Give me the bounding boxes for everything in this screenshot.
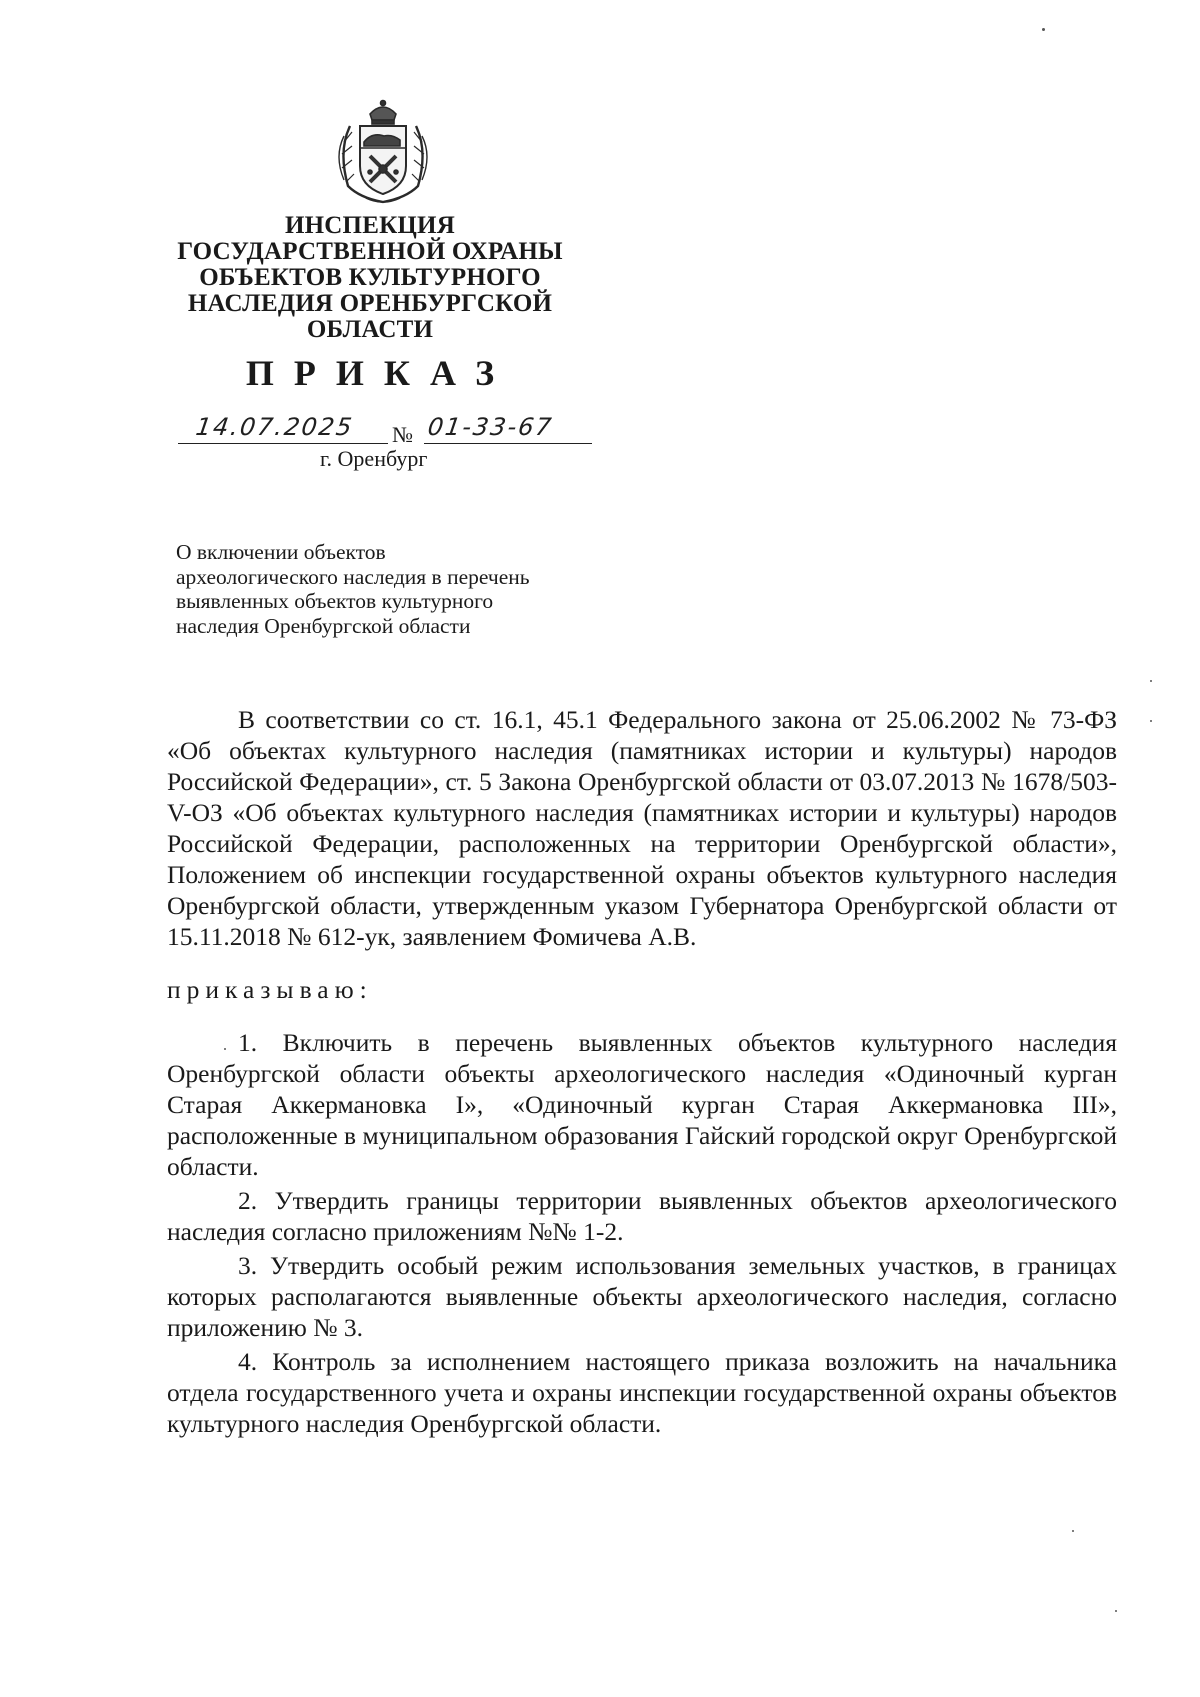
org-line: ИНСПЕКЦИЯ (285, 212, 455, 239)
subject-line: наследия Оренбургской области (176, 613, 471, 638)
city-label: г. Оренбург (320, 446, 428, 471)
scan-speck (1150, 720, 1152, 722)
scan-speck (224, 1048, 226, 1050)
order-item-4: 4. Контроль за исполнением настоящего приказа возложить на начальника отдела государственного учета и охраны инспекции государственной охраны объектов культурного наследия Оренбургской области. (167, 1347, 1117, 1438)
date-field (178, 411, 388, 444)
handwritten-date: 14.07.2025 (194, 413, 356, 441)
scan-speck (1115, 1610, 1117, 1612)
subject-line: выявленных объектов культурного (176, 589, 494, 613)
document-body (167, 704, 1117, 1439)
scan-speck (1042, 28, 1045, 31)
org-line: ОБЛАСТИ (306, 316, 434, 343)
order-item-2: 2. Утвердить границы территории выявленных объектов археологического наследия согласно приложениям №№ 1-2. (167, 1186, 1117, 1246)
org-line: ГОСУДАРСТВЕННОЙ ОХРАНЫ (177, 238, 563, 265)
decree-verb: приказываю: (167, 975, 373, 1004)
number-field (424, 411, 592, 444)
order-item-1: 1. Включить в перечень выявленных объектов культурного наследия Оренбургской области объекты археологического наследия «Одиночный курган Старая Аккермановка I», «Одиночный курган Старая Аккермановка III», расположенные в муниципальном образования Гайский городской округ Оренбургской области. (167, 1028, 1117, 1181)
handwritten-number: 01-33-67 (426, 413, 555, 441)
scan-speck (1072, 1530, 1074, 1532)
document-type-title: ПРИКАЗ (245, 353, 515, 393)
order-item-3: 3. Утвердить особый режим использования земельных участков, в границах которых располагаются выявленные объекты археологического наследия, согласно приложению № 3. (167, 1251, 1117, 1342)
scan-speck (1150, 680, 1152, 682)
number-sign: № (392, 422, 413, 447)
document-subject (176, 540, 616, 638)
organization-name (160, 213, 580, 343)
preamble-paragraph: В соответствии со ст. 16.1, 45.1 Федерального закона от 25.06.2002 № 73-ФЗ «Об объектах культурного наследия (памятниках истории и культуры) народов Российской Федерации», ст. 5 Закона Оренбургской области от 03.07.2013 № 1678/503-V-ОЗ «Об объектах культурного наследия (памятниках истории и культуры) народов Российской Федерации, расположенных на территории Оренбургской области», Положением об инспекции государственной охраны объектов культурного наследия Оренбургской области, утвержденным указом Губернатора Оренбургской области от 15.11.2018 № 612-ук, заявлением Фомичева А.В. (167, 705, 1117, 951)
subject-line: археологического наследия в перечень (176, 564, 530, 589)
subject-line: О включении объектов (176, 540, 386, 564)
coat-of-arms-icon (330, 96, 436, 206)
org-line: ОБЪЕКТОВ КУЛЬТУРНОГО (199, 264, 541, 291)
org-line: НАСЛЕДИЯ ОРЕНБУРГСКОЙ (187, 290, 553, 317)
